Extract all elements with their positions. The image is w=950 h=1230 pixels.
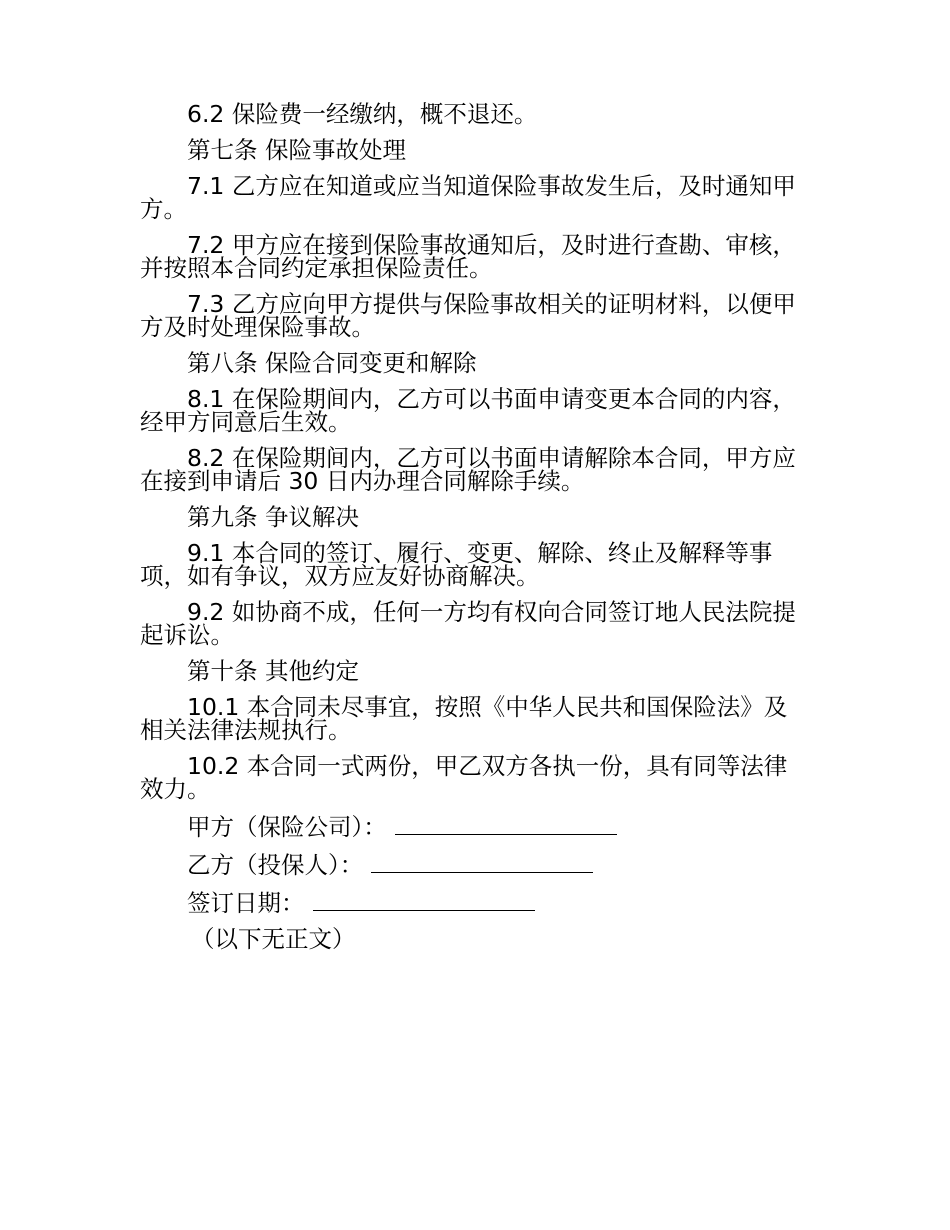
document-body	[140, 100, 805, 953]
party-b-label: 乙方（投保人）：	[187, 851, 364, 879]
clause-10-1: 10.1 本合同未尽事宜，按照《中华人民共和国保险法》及相关法律法规执行。	[140, 693, 788, 744]
clause-9-1: 9.1 本合同的签订、履行、变更、解除、终止及解释等事项，如有争议，双方应友好协商解决。	[140, 539, 773, 590]
clause-8-2: 8.2 在保险期间内，乙方可以书面申请解除本合同，甲方应在接到申请后 30 日内办理合同解除手续。	[140, 444, 796, 495]
closing-note: （以下无正文）	[191, 925, 356, 953]
clause-9-2: 9.2 如协商不成，任何一方均有权向合同签订地人民法院提起诉讼。	[140, 598, 796, 649]
party-a-label: 甲方（保险公司）：	[187, 813, 387, 841]
party-b-signature-line	[140, 852, 805, 877]
clause-10-2: 10.2 本合同一式两份，甲乙双方各执一份，具有同等法律效力。	[140, 752, 788, 803]
article-10-heading: 第十条 其他约定	[187, 657, 359, 685]
signing-date-line	[140, 890, 805, 915]
clause-6-2: 6.2 保险费一经缴纳，概不退还。	[187, 100, 538, 128]
article-9-heading: 第九条 争议解决	[187, 503, 359, 531]
signing-date-label: 签订日期：	[187, 889, 305, 917]
clause-8-1: 8.1 在保险期间内，乙方可以书面申请变更本合同的内容，经甲方同意后生效。	[140, 385, 796, 436]
clause-7-1: 7.1 乙方应在知道或应当知道保险事故发生后，及时通知甲方。	[140, 172, 796, 223]
party-a-blank	[395, 814, 617, 835]
article-8-heading: 第八条 保险合同变更和解除	[187, 349, 477, 377]
party-b-blank	[371, 852, 593, 873]
article-7-heading: 第七条 保险事故处理	[187, 136, 406, 164]
clause-7-3: 7.3 乙方应向甲方提供与保险事故相关的证明材料，以便甲方及时处理保险事故。	[140, 290, 796, 341]
signing-date-blank	[313, 890, 535, 911]
party-a-signature-line	[140, 814, 805, 839]
clause-7-2: 7.2 甲方应在接到保险事故通知后，及时进行查勘、审核，并按照本合同约定承担保险责任。	[140, 231, 796, 282]
